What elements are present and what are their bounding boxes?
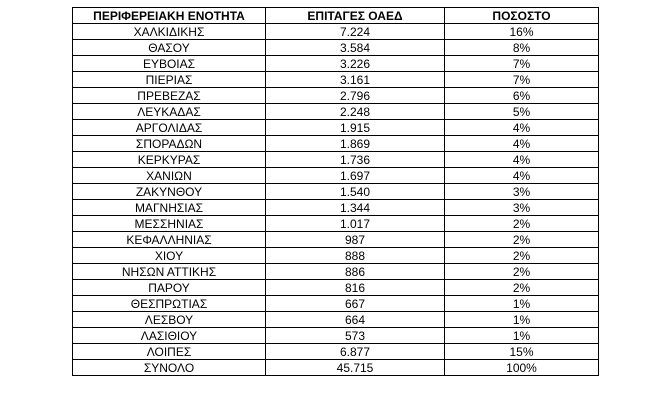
cell-percentage: 2%	[445, 232, 599, 248]
cell-regional-unit: ΛΑΣΙΘΙΟΥ	[73, 328, 266, 344]
cell-regional-unit: ΧΑΛΚΙΔΙΚΗΣ	[73, 24, 266, 40]
cell-percentage: 7%	[445, 56, 599, 72]
cell-regional-unit: ΣΥΝΟΛΟ	[73, 360, 266, 376]
cell-percentage: 2%	[445, 280, 599, 296]
cell-oaed-checks: 1.540	[266, 184, 445, 200]
cell-regional-unit: ΠΙΕΡΙΑΣ	[73, 72, 266, 88]
cell-percentage: 5%	[445, 104, 599, 120]
cell-oaed-checks: 886	[266, 264, 445, 280]
cell-percentage: 4%	[445, 152, 599, 168]
cell-regional-unit: ΑΡΓΟΛΙΔΑΣ	[73, 120, 266, 136]
table-row	[73, 56, 599, 72]
cell-oaed-checks: 1.869	[266, 136, 445, 152]
cell-regional-unit: ΠΡΕΒΕΖΑΣ	[73, 88, 266, 104]
cell-regional-unit: ΘΕΣΠΡΩΤΙΑΣ	[73, 296, 266, 312]
cell-regional-unit: ΚΕΦΑΛΛΗΝΙΑΣ	[73, 232, 266, 248]
cell-regional-unit: ΛΕΥΚΑΔΑΣ	[73, 104, 266, 120]
table-row	[73, 344, 599, 360]
table-row	[73, 72, 599, 88]
cell-oaed-checks: 1.017	[266, 216, 445, 232]
cell-oaed-checks: 1.915	[266, 120, 445, 136]
cell-regional-unit: ΛΕΣΒΟΥ	[73, 312, 266, 328]
cell-percentage: 4%	[445, 136, 599, 152]
table-row	[73, 152, 599, 168]
cell-oaed-checks: 987	[266, 232, 445, 248]
cell-percentage: 3%	[445, 184, 599, 200]
cell-oaed-checks: 7.224	[266, 24, 445, 40]
table-row	[73, 360, 599, 376]
table-row	[73, 40, 599, 56]
cell-oaed-checks: 664	[266, 312, 445, 328]
data-table	[72, 7, 599, 376]
cell-regional-unit: ΕΥΒΟΙΑΣ	[73, 56, 266, 72]
cell-percentage: 1%	[445, 312, 599, 328]
cell-percentage: 2%	[445, 264, 599, 280]
cell-percentage: 1%	[445, 328, 599, 344]
cell-regional-unit: ΣΠΟΡΑΔΩΝ	[73, 136, 266, 152]
cell-percentage: 7%	[445, 72, 599, 88]
table-row	[73, 136, 599, 152]
cell-oaed-checks: 3.161	[266, 72, 445, 88]
cell-regional-unit: ΧΙΟΥ	[73, 248, 266, 264]
table-row	[73, 296, 599, 312]
cell-oaed-checks: 1.697	[266, 168, 445, 184]
cell-oaed-checks: 1.736	[266, 152, 445, 168]
cell-percentage: 100%	[445, 360, 599, 376]
cell-percentage: 15%	[445, 344, 599, 360]
table-row	[73, 232, 599, 248]
cell-percentage: 1%	[445, 296, 599, 312]
cell-oaed-checks: 6.877	[266, 344, 445, 360]
cell-percentage: 4%	[445, 120, 599, 136]
table-row	[73, 24, 599, 40]
table-row	[73, 264, 599, 280]
cell-regional-unit: ΜΑΓΝΗΣΙΑΣ	[73, 200, 266, 216]
cell-regional-unit: ΝΗΣΩΝ ΑΤΤΙΚΗΣ	[73, 264, 266, 280]
cell-percentage: 16%	[445, 24, 599, 40]
cell-oaed-checks: 2.796	[266, 88, 445, 104]
cell-regional-unit: ΠΑΡΟΥ	[73, 280, 266, 296]
cell-oaed-checks: 816	[266, 280, 445, 296]
table-row	[73, 328, 599, 344]
cell-oaed-checks: 888	[266, 248, 445, 264]
table-row	[73, 248, 599, 264]
header-regional-unit: ΠΕΡΙΦΕΡΕΙΑΚΗ ΕΝΟΤΗΤΑ	[73, 8, 266, 24]
cell-oaed-checks: 573	[266, 328, 445, 344]
cell-regional-unit: ΚΕΡΚΥΡΑΣ	[73, 152, 266, 168]
table-body	[73, 24, 599, 376]
cell-oaed-checks: 667	[266, 296, 445, 312]
cell-percentage: 4%	[445, 168, 599, 184]
cell-percentage: 2%	[445, 216, 599, 232]
cell-regional-unit: ΘΑΣΟΥ	[73, 40, 266, 56]
cell-percentage: 3%	[445, 200, 599, 216]
header-row	[73, 8, 599, 24]
cell-oaed-checks: 2.248	[266, 104, 445, 120]
cell-oaed-checks: 1.344	[266, 200, 445, 216]
cell-percentage: 6%	[445, 88, 599, 104]
table-row	[73, 168, 599, 184]
table-row	[73, 280, 599, 296]
cell-percentage: 2%	[445, 248, 599, 264]
table-row	[73, 120, 599, 136]
cell-regional-unit: ΜΕΣΣΗΝΙΑΣ	[73, 216, 266, 232]
table-row	[73, 184, 599, 200]
header-oaed-checks: ΕΠΙΤΑΓΕΣ ΟΑΕΔ	[266, 8, 445, 24]
cell-regional-unit: ΛΟΙΠΕΣ	[73, 344, 266, 360]
cell-regional-unit: ΧΑΝΙΩΝ	[73, 168, 266, 184]
table-row	[73, 200, 599, 216]
cell-oaed-checks: 45.715	[266, 360, 445, 376]
cell-oaed-checks: 3.226	[266, 56, 445, 72]
cell-percentage: 8%	[445, 40, 599, 56]
header-percentage: ΠΟΣΟΣΤΟ	[445, 8, 599, 24]
table-row	[73, 88, 599, 104]
table-row	[73, 312, 599, 328]
cell-regional-unit: ΖΑΚΥΝΘΟΥ	[73, 184, 266, 200]
table-row	[73, 104, 599, 120]
cell-oaed-checks: 3.584	[266, 40, 445, 56]
table-row	[73, 216, 599, 232]
